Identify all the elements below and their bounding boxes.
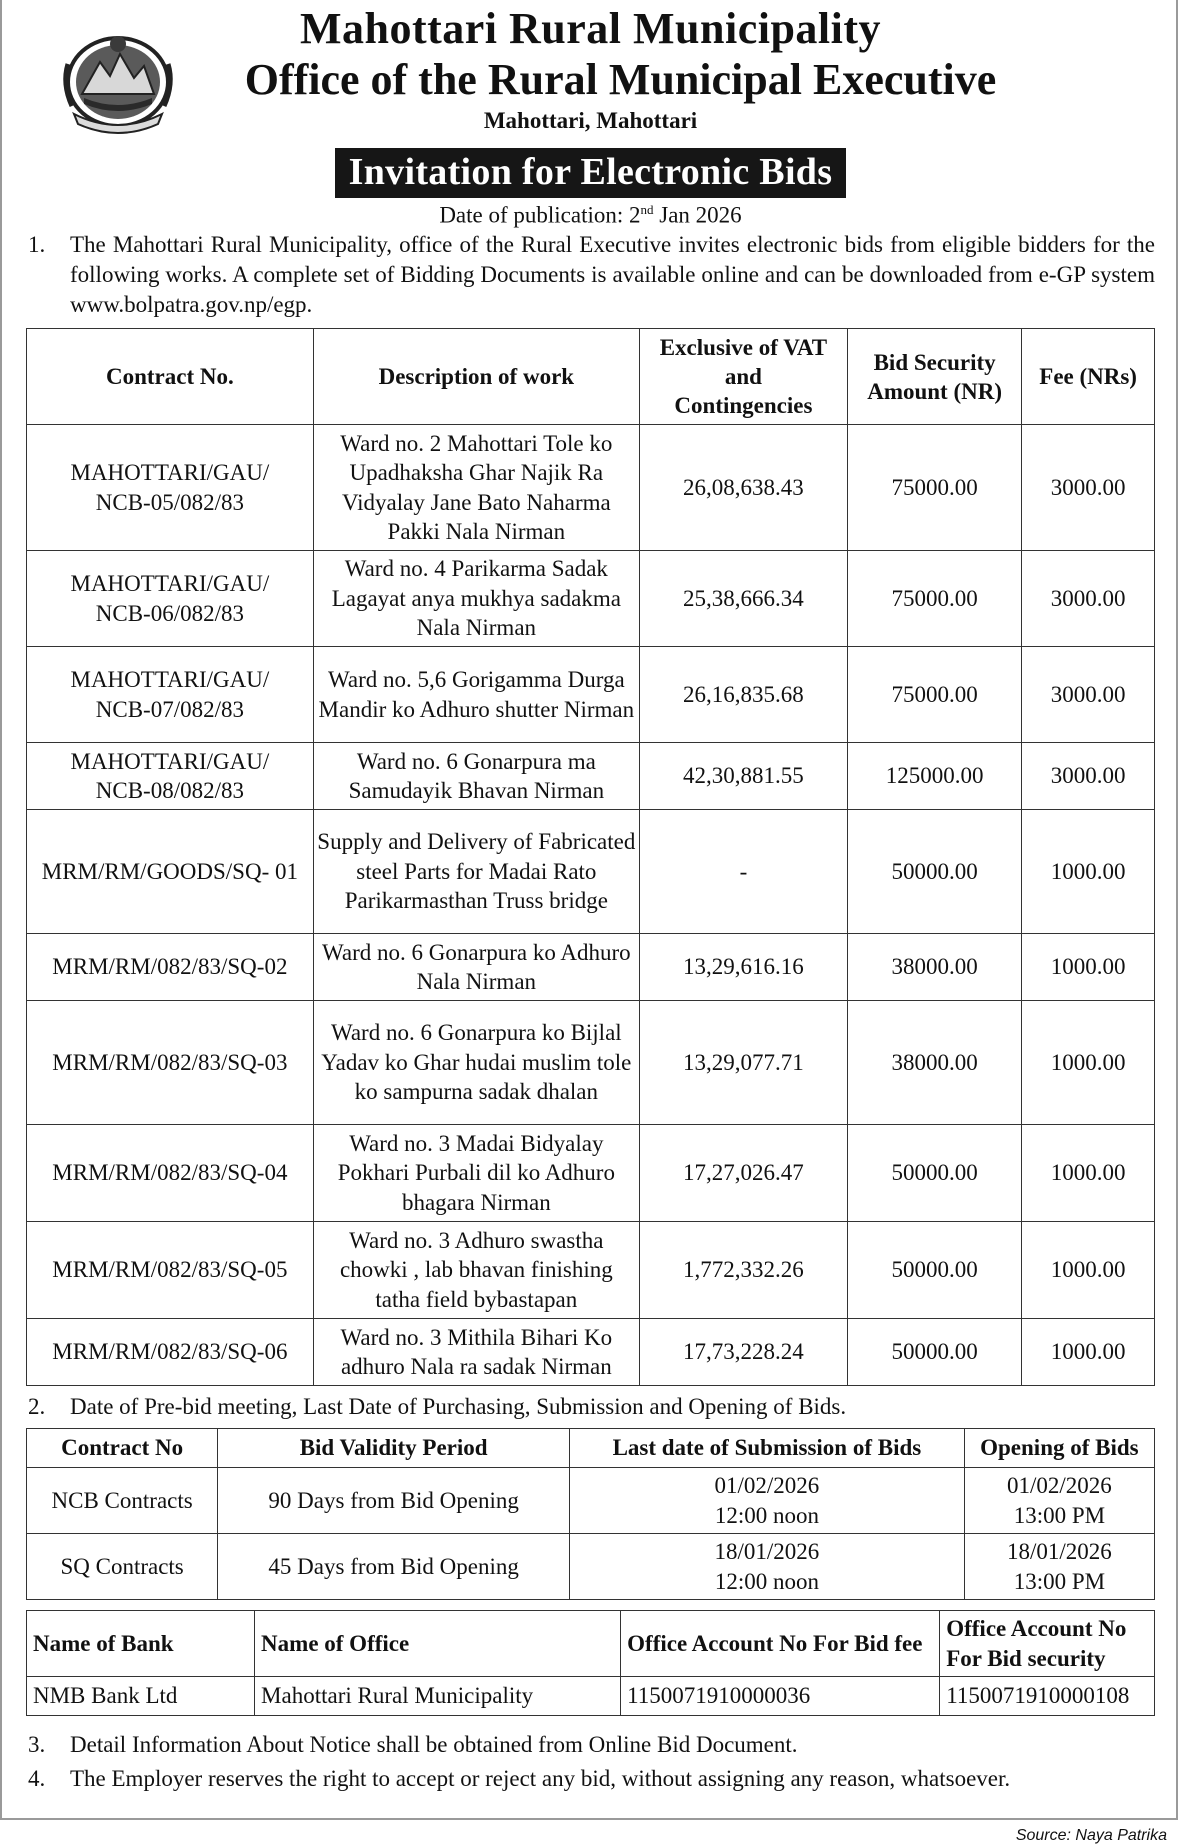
fee: 3000.00: [1022, 425, 1155, 551]
col-header-description: Description of work: [313, 329, 639, 425]
item-number: 4.: [28, 1766, 46, 1791]
works-table: [26, 328, 1155, 1386]
amount: -: [639, 810, 847, 934]
office-title: Office of the Rural Municipal Executive: [244, 55, 997, 104]
bank-name: NMB Bank Ltd: [27, 1677, 255, 1716]
bid-security: 75000.00: [847, 647, 1021, 743]
col-header-contract: Contract No.: [27, 329, 314, 425]
table-row: [27, 743, 1155, 810]
submission-deadline: 01/02/2026 12:00 noon: [570, 1468, 965, 1534]
contract-no: MAHOTTARI/GAU/ NCB-06/082/83: [27, 551, 314, 647]
amount: 26,08,638.43: [639, 425, 847, 551]
work-description: Ward no. 3 Mithila Bihari Ko adhuro Nala ra sadak Nirman: [313, 1319, 639, 1386]
col-header-security: Bid Security Amount (NR): [847, 329, 1021, 425]
municipality-title: Mahottari Rural Municipality: [299, 4, 882, 53]
table-row: [27, 1677, 1155, 1716]
item-text: The Employer reserves the right to accept or reject any bid, without assigning any reason, whatsoever.: [70, 1766, 1011, 1791]
fee: 1000.00: [1022, 1001, 1155, 1125]
col-header-office: Name of Office: [255, 1611, 621, 1677]
table-row: [27, 1001, 1155, 1125]
fee: 1000.00: [1022, 810, 1155, 934]
contract-no: MRM/RM/082/83/SQ-05: [27, 1222, 314, 1319]
item-1: [26, 230, 1155, 320]
table-row: [27, 1222, 1155, 1319]
table-row: [27, 1534, 1155, 1600]
notice-banner: Invitation for Electronic Bids: [335, 148, 847, 198]
source-credit: Source: Naya Patrika: [1015, 1827, 1167, 1844]
item-3: [26, 1730, 1155, 1760]
fee: 1000.00: [1022, 1222, 1155, 1319]
publication-date: Date of publication: 2nd Jan 2026: [439, 202, 742, 228]
contract-no: MRM/RM/082/83/SQ-02: [27, 934, 314, 1001]
work-description: Ward no. 5,6 Gorigamma Durga Mandir ko Adhuro shutter Nirman: [313, 647, 639, 743]
col-header-amount: Exclusive of VAT and Contingencies: [639, 329, 847, 425]
contract-no: MRM/RM/082/83/SQ-06: [27, 1319, 314, 1386]
table-row: [27, 647, 1155, 743]
office-name: Mahottari Rural Municipality: [255, 1677, 621, 1716]
amount: 25,38,666.34: [639, 551, 847, 647]
contract-no: MRM/RM/082/83/SQ-04: [27, 1125, 314, 1222]
work-description: Ward no. 6 Gonarpura ma Samudayik Bhavan Nirman: [313, 743, 639, 810]
work-description: Ward no. 4 Parikarma Sadak Lagayat anya mukhya sadakma Nala Nirman: [313, 551, 639, 647]
contract-type: SQ Contracts: [27, 1534, 218, 1600]
bid-dates-table: [26, 1428, 1155, 1600]
col-header-fee-account: Office Account No For Bid fee: [621, 1611, 940, 1677]
item-number: 2.: [28, 1394, 46, 1419]
table-row: [27, 1468, 1155, 1534]
item-number: 3.: [28, 1732, 46, 1757]
work-description: Supply and Delivery of Fabricated steel Parts for Madai Rato Parikarmasthan Truss bridge: [313, 810, 639, 934]
opening-time: 18/01/2026 13:00 PM: [964, 1534, 1154, 1600]
bid-security: 125000.00: [847, 743, 1021, 810]
bottom-rule: [0, 1818, 1178, 1820]
bid-security: 75000.00: [847, 425, 1021, 551]
work-description: Ward no. 6 Gonarpura ko Bijlal Yadav ko Ghar hudai muslim tole ko sampurna sadak dhalan: [313, 1001, 639, 1125]
bank-details-table: [26, 1610, 1155, 1716]
col-header-fee: Fee (NRs): [1022, 329, 1155, 425]
table-row: [27, 1125, 1155, 1222]
item-text: Detail Information About Notice shall be obtained from Online Bid Document.: [70, 1732, 798, 1757]
col-header-opening: Opening of Bids: [964, 1429, 1154, 1468]
col-header-validity: Bid Validity Period: [218, 1429, 570, 1468]
security-account-number: 1150071910000108: [940, 1677, 1155, 1716]
work-description: Ward no. 2 Mahottari Tole ko Upadhaksha Ghar Najik Ra Vidyalay Jane Bato Naharma Pakki Nala Nirman: [313, 425, 639, 551]
fee: 3000.00: [1022, 743, 1155, 810]
validity-period: 90 Days from Bid Opening: [218, 1468, 570, 1534]
bid-security: 50000.00: [847, 1125, 1021, 1222]
item-text: The Mahottari Rural Municipality, office of the Rural Executive invites electronic bids from eligible bidders for the following works. A complete set of Bidding Documents is available online and can be downloaded from e-GP system www.bolpatra.gov.np/egp.: [70, 232, 1155, 317]
validity-period: 45 Days from Bid Opening: [218, 1534, 570, 1600]
amount: 26,16,835.68: [639, 647, 847, 743]
table-row: [27, 1319, 1155, 1386]
table-row: [27, 810, 1155, 934]
col-header-submission: Last date of Submission of Bids: [570, 1429, 965, 1468]
fee: 3000.00: [1022, 647, 1155, 743]
bid-security: 50000.00: [847, 1222, 1021, 1319]
table-row: [27, 425, 1155, 551]
contract-no: MAHOTTARI/GAU/ NCB-07/082/83: [27, 647, 314, 743]
amount: 13,29,616.16: [639, 934, 847, 1001]
amount: 17,27,026.47: [639, 1125, 847, 1222]
work-description: Ward no. 6 Gonarpura ko Adhuro Nala Nirman: [313, 934, 639, 1001]
table-row: [27, 551, 1155, 647]
bid-security: 50000.00: [847, 1319, 1021, 1386]
contract-no: MAHOTTARI/GAU/ NCB-05/082/83: [27, 425, 314, 551]
opening-time: 01/02/2026 13:00 PM: [964, 1468, 1154, 1534]
fee: 1000.00: [1022, 934, 1155, 1001]
contract-no: MRM/RM/082/83/SQ-03: [27, 1001, 314, 1125]
contract-no: MAHOTTARI/GAU/ NCB-08/082/83: [27, 743, 314, 810]
office-location: Mahottari, Mahottari: [483, 108, 698, 133]
item-text: Date of Pre-bid meeting, Last Date of Purchasing, Submission and Opening of Bids.: [70, 1394, 847, 1419]
bid-security: 75000.00: [847, 551, 1021, 647]
fee: 1000.00: [1022, 1125, 1155, 1222]
item-number: 1.: [28, 232, 46, 257]
table-row: [27, 934, 1155, 1001]
amount: 1,772,332.26: [639, 1222, 847, 1319]
item-2: [26, 1392, 1155, 1422]
item-4: [26, 1764, 1155, 1794]
bid-security: 50000.00: [847, 810, 1021, 934]
fee: 3000.00: [1022, 551, 1155, 647]
notice-header: [26, 0, 1155, 230]
bid-security: 38000.00: [847, 1001, 1021, 1125]
amount: 42,30,881.55: [639, 743, 847, 810]
contract-no: MRM/RM/GOODS/SQ- 01: [27, 810, 314, 934]
amount: 17,73,228.24: [639, 1319, 847, 1386]
bid-security: 38000.00: [847, 934, 1021, 1001]
work-description: Ward no. 3 Madai Bidyalay Pokhari Purbali dil ko Adhuro bhagara Nirman: [313, 1125, 639, 1222]
col-header-contract: Contract No: [27, 1429, 218, 1468]
work-description: Ward no. 3 Adhuro swastha chowki , lab bhavan finishing tatha field bybastapan: [313, 1222, 639, 1319]
col-header-bank: Name of Bank: [27, 1611, 255, 1677]
fee-account-number: 1150071910000036: [621, 1677, 940, 1716]
col-header-security-account: Office Account No For Bid security: [940, 1611, 1155, 1677]
contract-type: NCB Contracts: [27, 1468, 218, 1534]
submission-deadline: 18/01/2026 12:00 noon: [570, 1534, 965, 1600]
amount: 13,29,077.71: [639, 1001, 847, 1125]
fee: 1000.00: [1022, 1319, 1155, 1386]
